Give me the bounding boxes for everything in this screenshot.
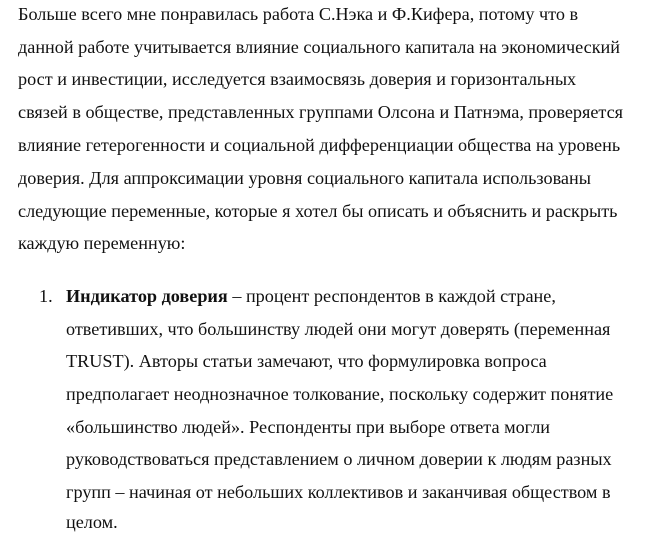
list-item-line: TRUST). Авторы статьи замечают, что формулировка вопроса (66, 351, 547, 371)
paragraph-line: Больше всего мне понравилась работа С.Нэка и Ф.Кифера, потому что в (18, 4, 579, 24)
paragraph-line: доверия. Для аппроксимации уровня социального капитала использованы (18, 168, 591, 188)
list-item-line: руководствоваться представлением о личном доверии к людям разных (66, 449, 612, 469)
list-item-line: групп – начиная от небольших коллективов и заканчивая обществом в (66, 482, 611, 502)
list-item-first-line (66, 287, 556, 305)
paragraph-line: влияние гетерогенности и социальной дифференциации общества на уровень (18, 135, 621, 155)
paragraph-line: связей в обществе, представленных группами Олсона и Патнэма, проверяется (18, 102, 624, 122)
paragraph-line: следующие переменные, которые я хотел бы описать и объяснить и раскрыть (18, 201, 618, 221)
list-item-line: целом. (66, 512, 118, 532)
list-item-line: ответивших, что большинству людей они могут доверять (переменная (66, 319, 611, 339)
list-item-line: «большинство людей». Респонденты при выборе ответа могли (66, 417, 551, 437)
list-item-line: предполагает неоднозначное толкование, поскольку содержит понятие (66, 384, 614, 404)
paragraph-line: данной работе учитывается влияние социального капитала на экономический (18, 37, 621, 57)
paragraph-line: каждую переменную: (18, 233, 186, 253)
list-item-first-line-rest: – процент респондентов в каждой стране, (227, 286, 556, 306)
list-item-term: Индикатор доверия (66, 286, 228, 306)
list-item-number: 1. (39, 286, 53, 306)
paragraph-line: рост и инвестиции, исследуется взаимосвязь доверия и горизонтальных (18, 69, 577, 89)
